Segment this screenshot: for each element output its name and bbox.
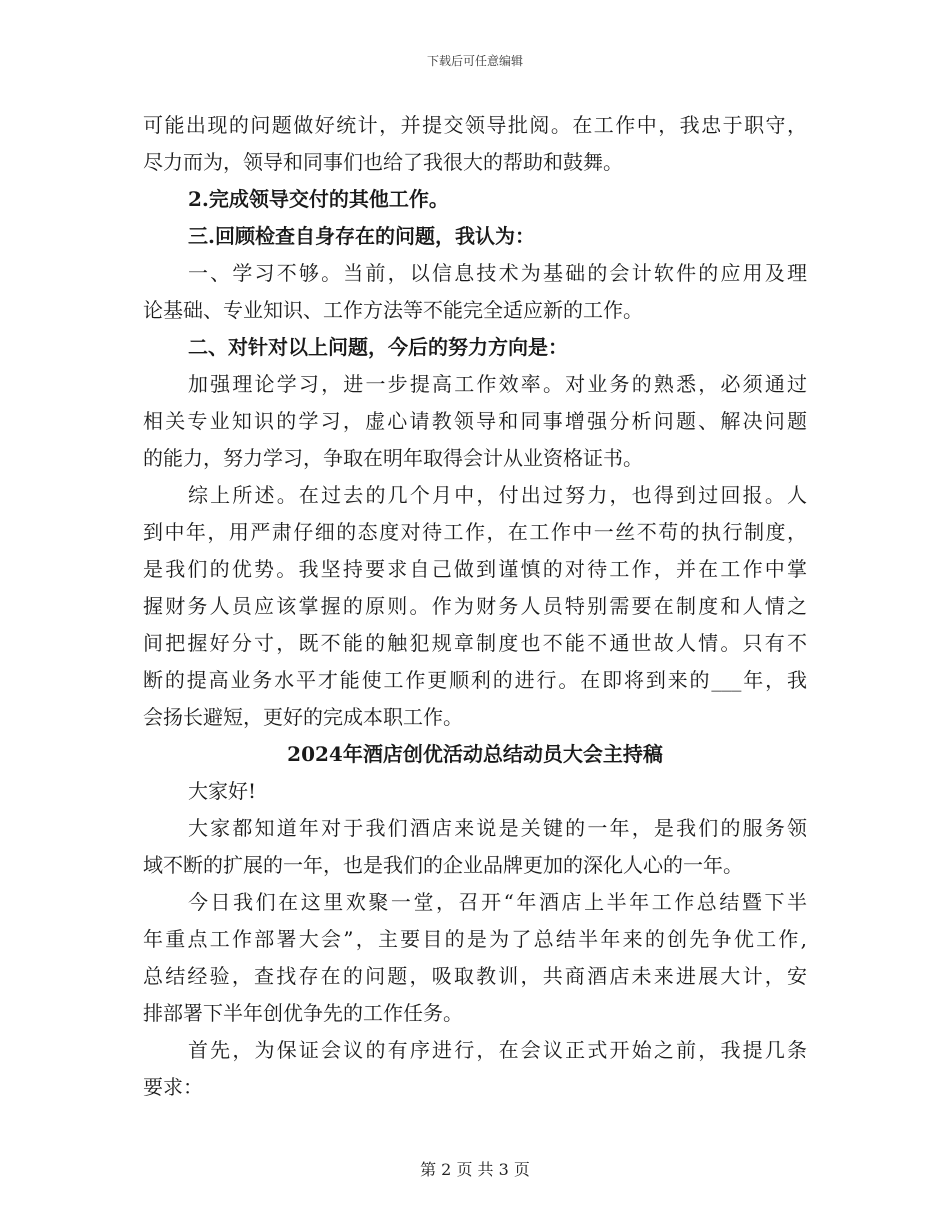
body-line: 今日我们在这里欢聚一堂，召开“年酒店上半年工作总结暨下半 (188, 890, 807, 914)
section-heading: 三.回顾检查自身存在的问题，我认为： (188, 224, 535, 248)
body-line: 会扬长避短，更好的完成本职工作。 (143, 705, 463, 729)
body-line: 域不断的扩展的一年，也是我们的企业品牌更加的深化人心的一年。 (143, 853, 743, 877)
body-line: 加强理论学习，进一步提高工作效率。对业务的熟悉，必须通过 (188, 372, 807, 396)
section-heading: 二、对针对以上问题，今后的努力方向是： (188, 335, 568, 359)
page-footer: 第 2 页 共 3 页 (420, 1160, 530, 1179)
document-title: 2024年酒店创优活动总结动员大会主持稿 (287, 742, 663, 766)
body-line: 总结经验，查找存在的问题，吸取教训，共商酒店未来进展大计，安 (143, 964, 807, 988)
body-line: 排部署下半年创优争先的工作任务。 (143, 1001, 463, 1025)
body-line: 相关专业知识的学习，虚心请教领导和同事增强分析问题、解决问题 (143, 409, 807, 433)
body-line: 综上所述。在过去的几个月中，付出过努力，也得到过回报。人 (188, 483, 807, 507)
body-line: 要求： (143, 1075, 203, 1099)
body-line: 是我们的优势。我坚持要求自己做到谨慎的对待工作，并在工作中掌 (143, 557, 807, 581)
page-header: 下载后可任意编辑 (426, 54, 523, 68)
body-line: 间把握好分寸，既不能的触犯规章制度也不能不通世故人情。只有不 (143, 631, 807, 655)
body-line: 论基础、专业知识、工作方法等不能完全适应新的工作。 (143, 298, 643, 322)
body-line: 握财务人员应该掌握的原则。作为财务人员特别需要在制度和人情之 (143, 594, 807, 618)
document-body (143, 107, 807, 1106)
body-line: 一、学习不够。当前，以信息技术为基础的会计软件的应用及理 (188, 261, 807, 285)
body-line: 可能出现的问题做好统计，并提交领导批阅。在工作中，我忠于职守， (143, 113, 807, 137)
body-line: 年重点工作部署大会”，主要目的是为了总结半年来的创先争优工作, (143, 927, 807, 951)
body-line: 首先，为保证会议的有序进行，在会议正式开始之前，我提几条 (188, 1038, 807, 1062)
greeting: 大家好! (188, 779, 257, 803)
body-line: 大家都知道年对于我们酒店来说是关键的一年，是我们的服务领 (188, 816, 807, 840)
body-line: 尽力而为，领导和同事们也给了我很大的帮助和鼓舞。 (143, 150, 623, 174)
body-line: 断的提高业务水平才能使工作更顺利的进行。在即将到来的___年，我 (143, 668, 807, 692)
body-line: 到中年，用严肃仔细的态度对待工作，在工作中一丝不苟的执行制度， (143, 520, 807, 544)
section-heading: 2.完成领导交付的其他工作。 (188, 187, 449, 211)
body-line: 的能力，努力学习，争取在明年取得会计从业资格证书。 (143, 446, 643, 470)
